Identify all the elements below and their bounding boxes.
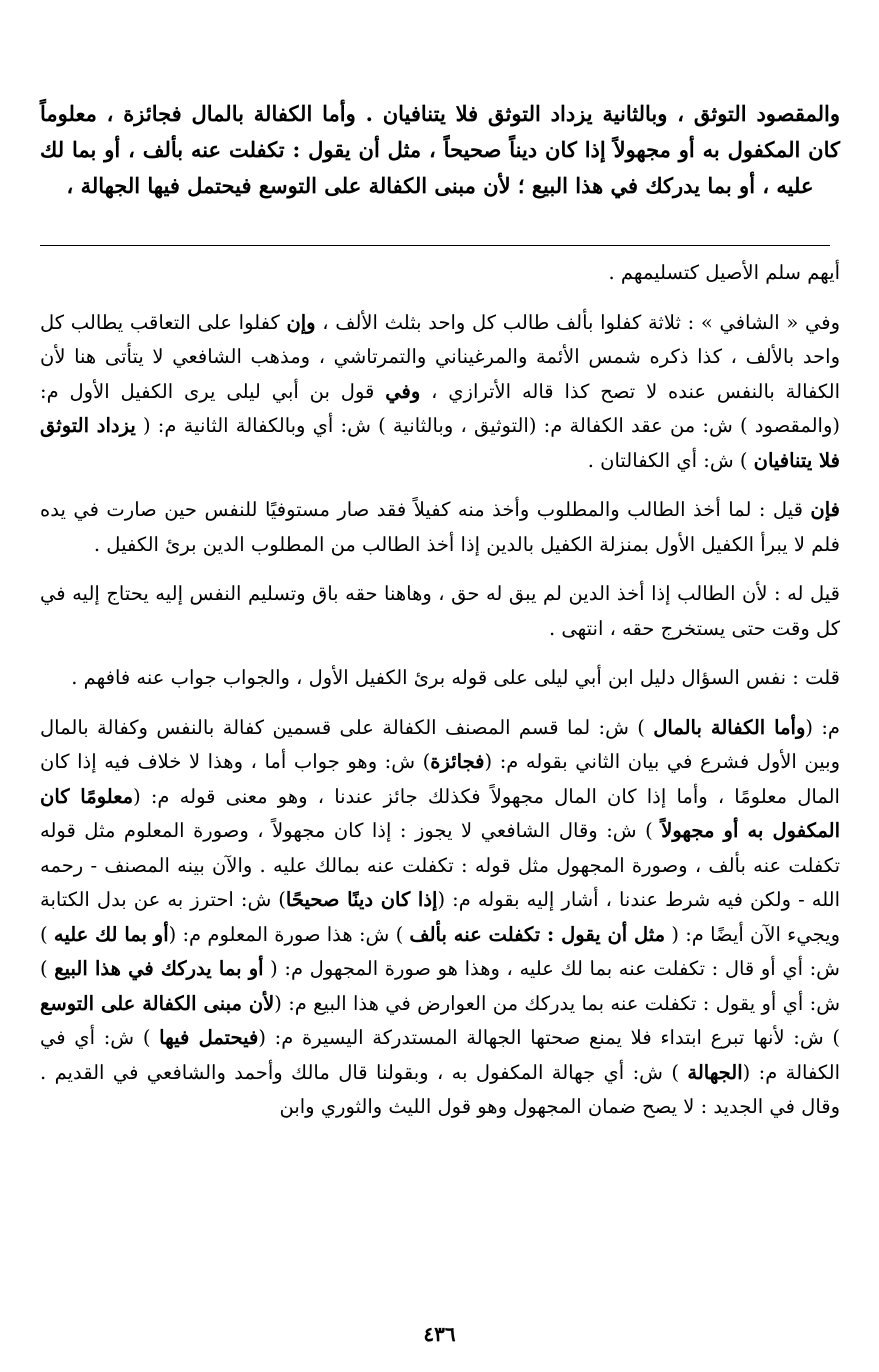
- separator-rule: [40, 245, 830, 246]
- sharh-paragraph: [40, 577, 840, 646]
- text-run: قيل : لما أخذ الطالب والمطلوب وأخذ منه كفيلاً فقد صار مستوفيًا للنفس حين صارت في يده فلم لا يبرأ الكفيل الأول بمنزلة الكفيل بالدين إذا أخذ الطالب من المطلوب الدين برئ الكفيل .: [40, 498, 840, 556]
- text-run: قول بن أبي ليلى يرى الكفيل الأول م: (والمقصود ) ش: من عقد الكفالة م: (التوثيق ، وبالثانية ) ش: أي وبالكفالة الثانية م: (: [40, 379, 840, 437]
- text-run: ) ش: لأنها تبرع ابتداء فلا يمنع صحتها الجهالة المستدركة اليسيرة م: (: [258, 1026, 841, 1049]
- bold-run: أو بما لك عليه: [53, 922, 169, 946]
- sharh-paragraph: [40, 661, 840, 696]
- text-run: ) ش: أي جهالة المكفول به ، وبقولنا قال مالك وأحمد والشافعي في القديم . وقال في الجديد : لا يصح ضمان المجهول وهو قول الليث والثوري وابن: [40, 1060, 840, 1118]
- text-run: أيهم سلم الأصيل كتسليمهم .: [608, 261, 840, 284]
- bold-run: أو بما يدركك في هذا البيع: [54, 957, 264, 980]
- text-run: قلت : نفس السؤال دليل ابن أبي ليلى على قوله برئ الكفيل الأول ، والجواب جواب عنه فافهم .: [71, 666, 840, 689]
- matn-paragraph: والمقصود التوثق ، وبالثانية يزداد التوثق فلا يتنافيان . وأما الكفالة بالمال فجائزة ، معلوماً كان المكفول به أو مجهولاً إذا كان ديناً صحيحاً ، مثل أن يقول : تكفلت عنه بألف ، أو بما لك عليه ، أو بما يدركك في هذا البيع ؛ لأن مبنى الكفالة على التوسع فيحتمل فيها الجهالة ،: [40, 101, 840, 198]
- bold-run: لأن مبنى الكفالة على التوسع: [40, 991, 275, 1015]
- bold-run: إذا كان دينًا صحيحًا: [285, 888, 438, 911]
- bold-run: مثل أن يقول : تكفلت عنه بألف: [409, 922, 666, 946]
- text-run: ) ش: وهو جواب أما ، وهذا لا خلاف فيه إذا كان المال معلومًا ، وأما إذا كان المال مجهولاً فكذلك جائز عندنا ، وهو معنى قوله م: (: [40, 750, 840, 808]
- text-run: ) ش: أي أو قال : تكفلت عنه بما لك عليه ، وهذا هو صورة المجهول م: (: [40, 922, 840, 980]
- sharh-block: [40, 256, 840, 1140]
- sharh-paragraph: [40, 256, 840, 291]
- text-run: م: (: [805, 715, 840, 739]
- bold-run: فيحتمل فيها: [159, 1026, 259, 1049]
- text-run: ) ش: احترز به عن بدل الكتابة ويجيء الآن أيضًا م: (: [40, 888, 840, 946]
- bold-run: يزداد التوثق فلا يتنافيان: [40, 414, 840, 472]
- text-run: ) ش: لما قسم المصنف الكفالة على قسمين كفالة بالنفس وكفالة بالمال وبين الأول فشرع في بيان الثاني بقوله م: (: [40, 715, 840, 773]
- text-run: كفلوا على التعاقب يطالب كل واحد بالألف ، كذا ذكره شمس الأئمة والمرغيناني والتمرتاشي ، ومذهب الشافعي لا يتأتى هنا لأن الكفالة بالنفس عنده لا تصح كذا قاله الأترازي ،: [40, 310, 841, 403]
- bold-run: وأما الكفالة بالمال: [653, 715, 806, 739]
- sharh-paragraph: [40, 493, 840, 562]
- page-number: ٤٣٦: [423, 1322, 456, 1346]
- text-run: ) ش: هذا صورة المعلوم م: (: [168, 922, 410, 946]
- sharh-paragraph: [40, 711, 840, 1125]
- bold-run: وفي: [385, 379, 421, 403]
- bold-run: معلومًا كان المكفول به أو مجهولاً: [40, 784, 840, 842]
- text-run: ) ش: أي أو يقول : تكفلت عنه بما يدركك من العوارض في هذا البيع م: (: [40, 957, 840, 1015]
- text-run: ) ش: أي الكفالتان .: [587, 448, 754, 472]
- bold-run: الجهالة: [687, 1060, 743, 1084]
- matn-text: [40, 96, 840, 204]
- text-run: ) ش: وقال الشافعي لا يجوز : إذا كان مجهولاً ، وصورة المعلوم مثل قوله تكفلت عنه بألف ، وصورة المجهول مثل قوله : تكفلت عنه بمالك عليه . والآن بينه المصنف - رحمه الله - ولكن فيه شرط عندنا ، أشار إليه بقوله م: (: [40, 819, 841, 911]
- bold-run: فجائزة: [430, 750, 485, 773]
- text-run: ) ش: أي في الكفالة م: (: [40, 1026, 840, 1084]
- bold-run: وإن: [286, 310, 316, 334]
- text-run: قيل له : لأن الطالب إذا أخذ الدين لم يبق له حق ، وهاهنا حقه باق وتسليم النفس إليه يحتاج إليه في كل وقت حتى يستخرج حقه ، انتهى .: [40, 582, 840, 640]
- bold-run: فإن: [810, 498, 840, 521]
- text-run: وفي « الشافي » : ثلاثة كفلوا بألف طالب كل واحد بثلث الألف ،: [315, 310, 841, 334]
- matn-block: [40, 96, 840, 204]
- sharh-paragraph: [40, 306, 840, 479]
